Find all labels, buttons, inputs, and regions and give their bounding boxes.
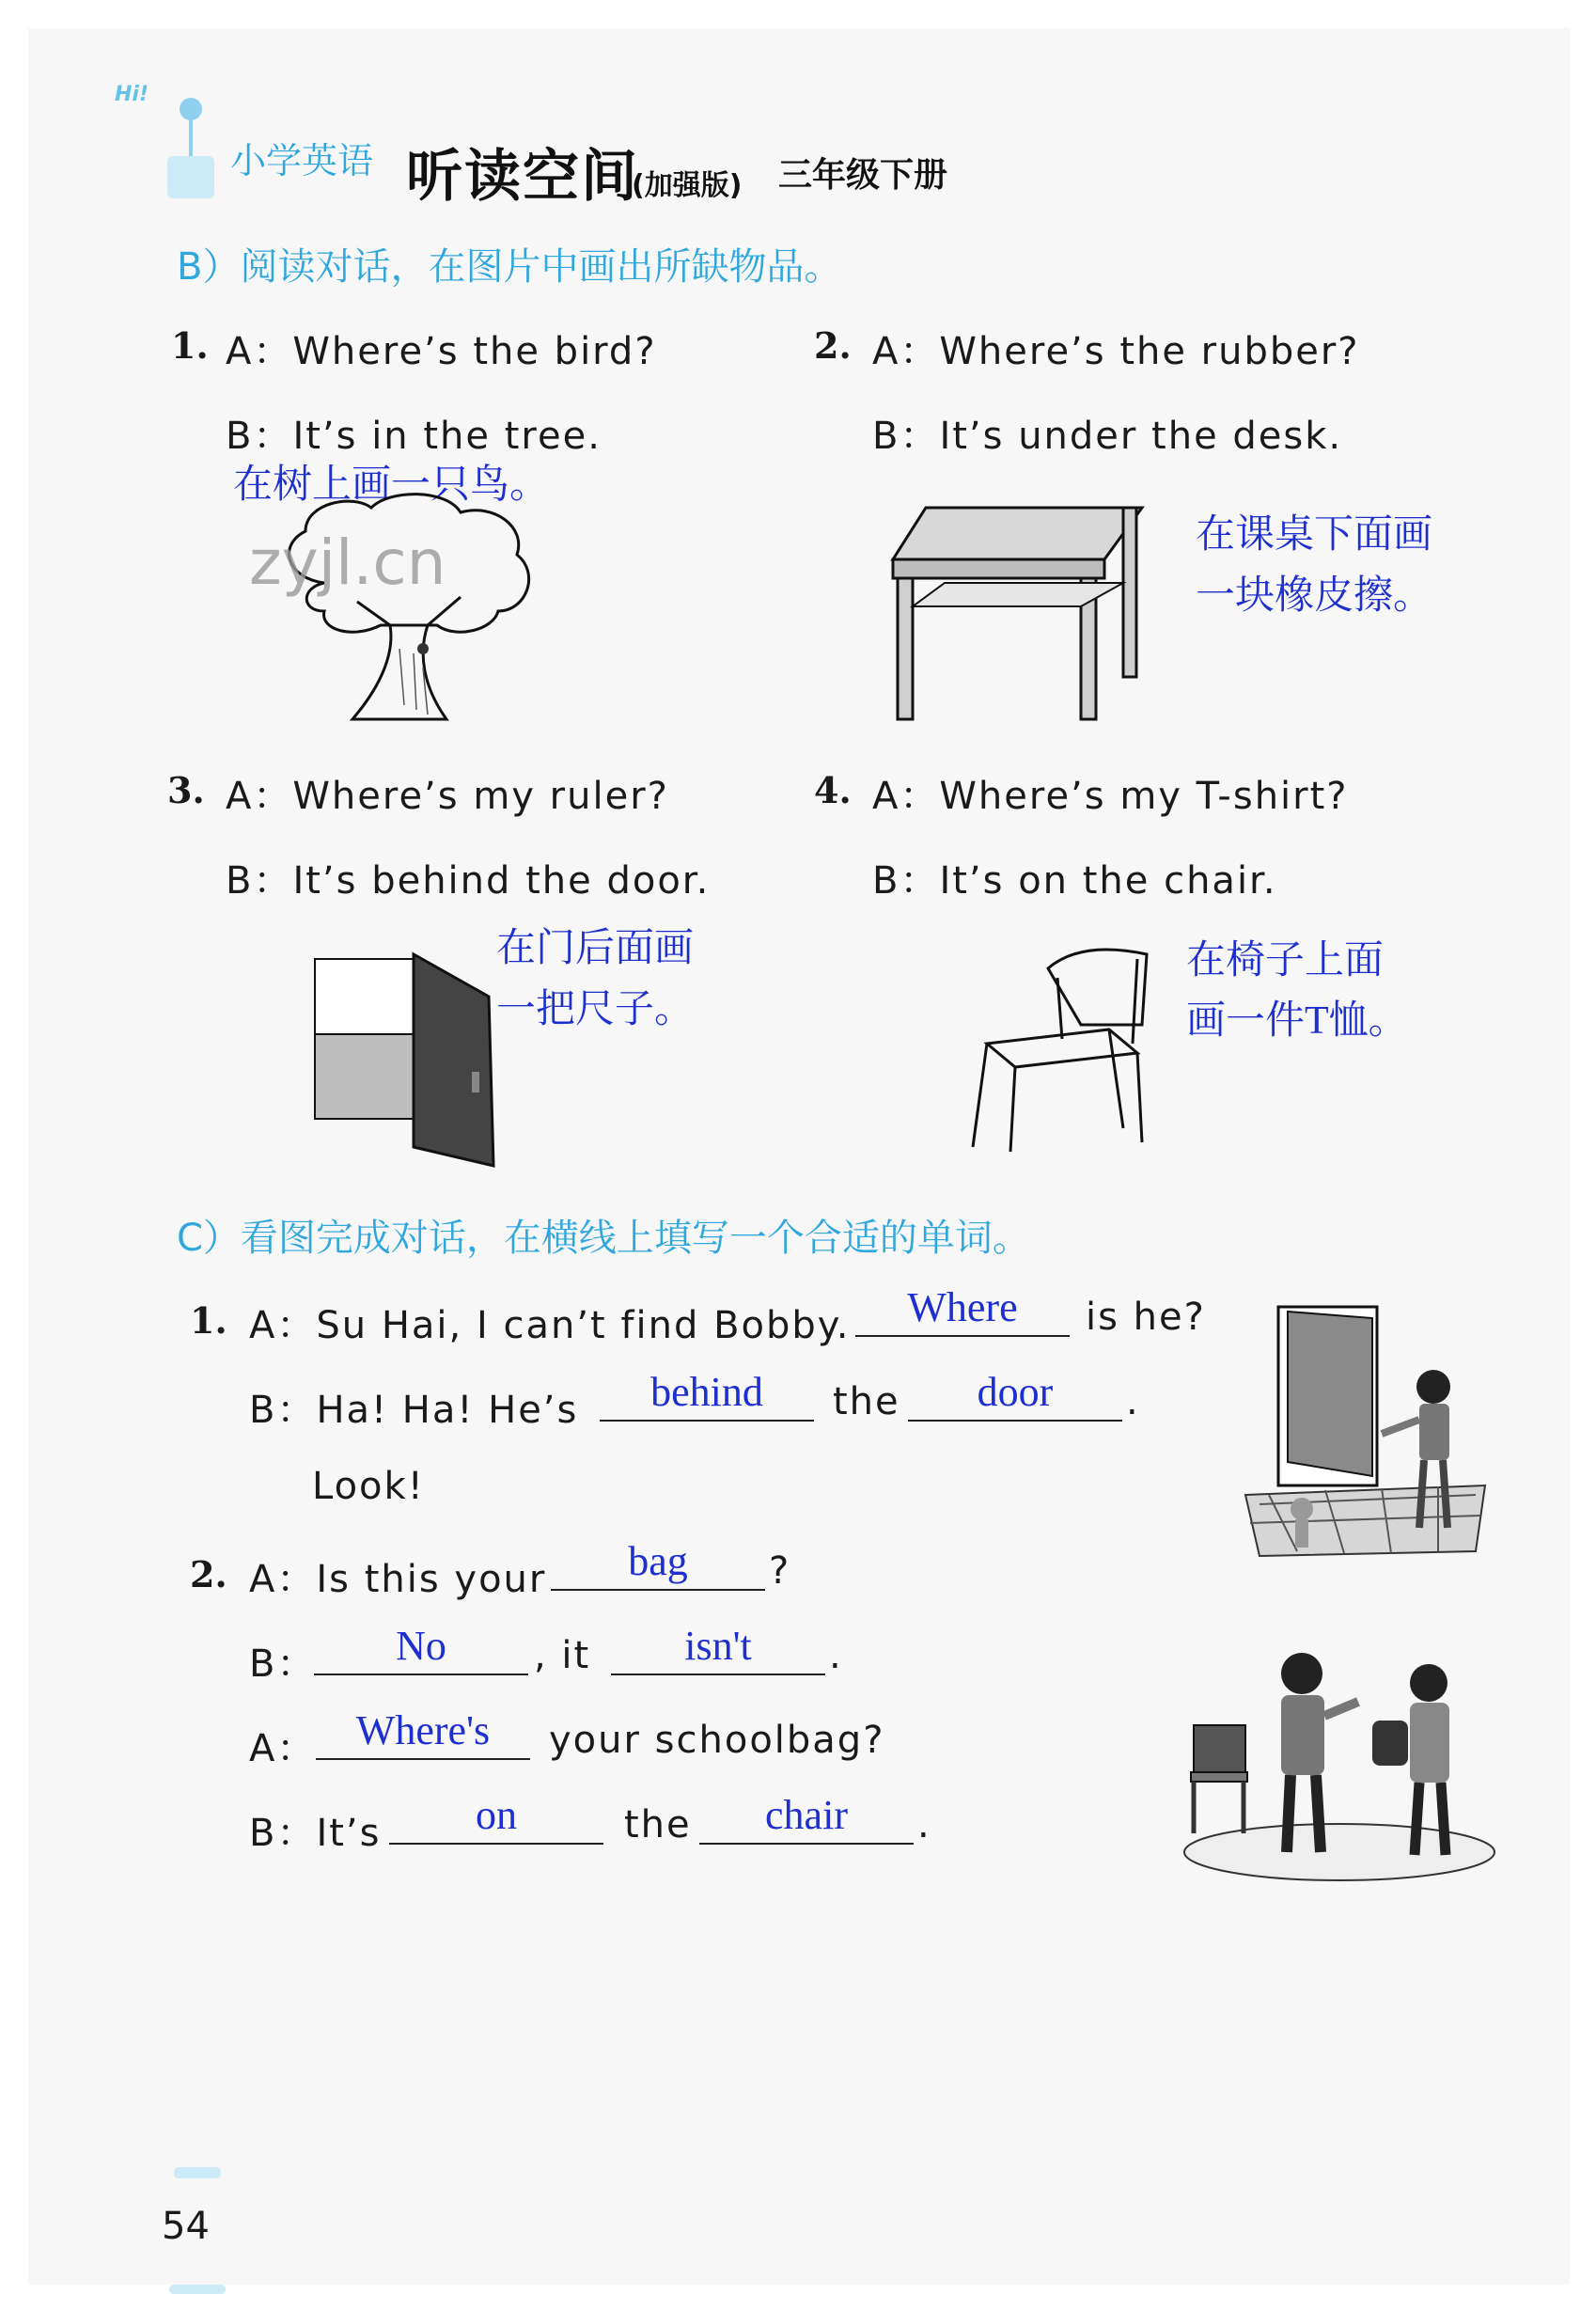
c-q2-answer-6: chair [765, 1792, 848, 1838]
item-4-question: A：Where’s my T-shirt? [872, 775, 1349, 818]
item-4-note-line-2: 画一件T恤。 [1186, 999, 1408, 1043]
c-q1-line2-end: . [1126, 1380, 1140, 1423]
item-4-note-line-1: 在椅子上面 [1186, 939, 1385, 982]
c-q1-answer-1: Where [907, 1284, 1018, 1330]
c-q2-line4-end: . [917, 1803, 931, 1846]
item-2-answer: B：It’s under the desk. [872, 415, 1343, 458]
c-q1-line2-mid: the [833, 1380, 900, 1423]
c-q2-blank-5[interactable] [389, 1843, 603, 1845]
c-q2-blank-1[interactable] [551, 1589, 765, 1591]
item-2-note-line-2: 一块橡皮擦。 [1196, 574, 1433, 618]
item-4-number: 4. [814, 769, 852, 811]
c-q1-blank-3[interactable] [908, 1420, 1122, 1422]
section-c-title: C）看图完成对话，在横线上填写一个合适的单词。 [177, 1217, 1030, 1260]
item-4-answer: B：It’s on the chair. [872, 859, 1277, 903]
c-q1-line1-prefix: A：Su Hai, I can’t find Bobby. [249, 1304, 851, 1347]
c-q2-answer-3: isn't [684, 1623, 752, 1669]
c-q2-line2-prefix: B： [249, 1642, 317, 1686]
item-2-note-line-1: 在课桌下面画 [1196, 513, 1433, 557]
page-number: 54 [162, 2205, 210, 2248]
c-q1-line1-suffix: is he? [1086, 1296, 1206, 1339]
c-q1-answer-3: door [977, 1369, 1054, 1415]
flower-logo-icon [158, 92, 224, 205]
c-q2-line2-mid: , it [534, 1634, 591, 1677]
c-q2-line4-mid: the [624, 1803, 692, 1846]
c-q1-answer-2: behind [650, 1369, 763, 1415]
item-3-note-line-2: 一把尺子。 [496, 988, 695, 1031]
c-q2-line1-suffix: ? [769, 1549, 791, 1593]
c-q1-look: Look! [312, 1465, 425, 1508]
item-2-number: 2. [814, 324, 852, 367]
c-q2-line4-prefix: B：It’s [249, 1812, 382, 1855]
grade-label: 三年级下册 [778, 156, 948, 195]
c-q2-blank-3[interactable] [611, 1674, 825, 1675]
section-b-title: B）阅读对话，在图片中画出所缺物品。 [177, 245, 842, 289]
item-3-answer: B：It’s behind the door. [226, 859, 711, 903]
c-q2-answer-2: No [396, 1623, 446, 1669]
c-q2-line3-prefix: A： [249, 1727, 317, 1770]
kids-chair-scene-illustration [1180, 1631, 1499, 1885]
chair-illustration [968, 940, 1156, 1166]
c-q2-blank-6[interactable] [699, 1843, 914, 1845]
door-illustration [310, 950, 508, 1175]
hi-logo-text: Hi! [115, 83, 149, 106]
item-3-number: 3. [167, 769, 205, 811]
c-q2-answer-5: on [476, 1792, 517, 1838]
c-q2-blank-4[interactable] [316, 1758, 530, 1760]
c-q2-answer-4: Where's [355, 1707, 491, 1753]
item-1-note: 在树上画一只鸟。 [233, 464, 550, 507]
c-q1-number: 1. [190, 1299, 227, 1342]
series-name: 小学英语 [230, 140, 374, 181]
c-q1-blank-1[interactable] [855, 1335, 1070, 1337]
c-q2-number: 2. [190, 1553, 227, 1595]
edition-label: (加强版) [632, 169, 743, 202]
tree-illustration [268, 489, 550, 733]
item-3-note-line-1: 在门后面画 [496, 927, 695, 970]
c-q2-line1-prefix: A：Is this your [249, 1558, 547, 1601]
item-1-answer: B：It’s in the tree. [226, 415, 602, 458]
item-3-question: A：Where’s my ruler? [226, 775, 669, 818]
desk-illustration [888, 498, 1156, 724]
book-title: 听读空间 [406, 144, 639, 210]
c-q2-answer-1: bag [628, 1538, 688, 1584]
door-scene-illustration [1241, 1297, 1494, 1561]
c-q1-blank-2[interactable] [600, 1420, 814, 1422]
item-1-question: A：Where’s the bird? [226, 330, 657, 373]
c-q2-line3-suffix: your schoolbag? [549, 1719, 885, 1762]
c-q2-line2-end: . [829, 1634, 843, 1677]
item-2-question: A：Where’s the rubber? [872, 330, 1360, 373]
watermark-text: zyjl.cn [249, 526, 446, 599]
c-q2-blank-2[interactable] [314, 1674, 528, 1675]
item-1-number: 1. [171, 324, 209, 367]
c-q1-line2-prefix: B：Ha! Ha! He’s [249, 1389, 579, 1432]
